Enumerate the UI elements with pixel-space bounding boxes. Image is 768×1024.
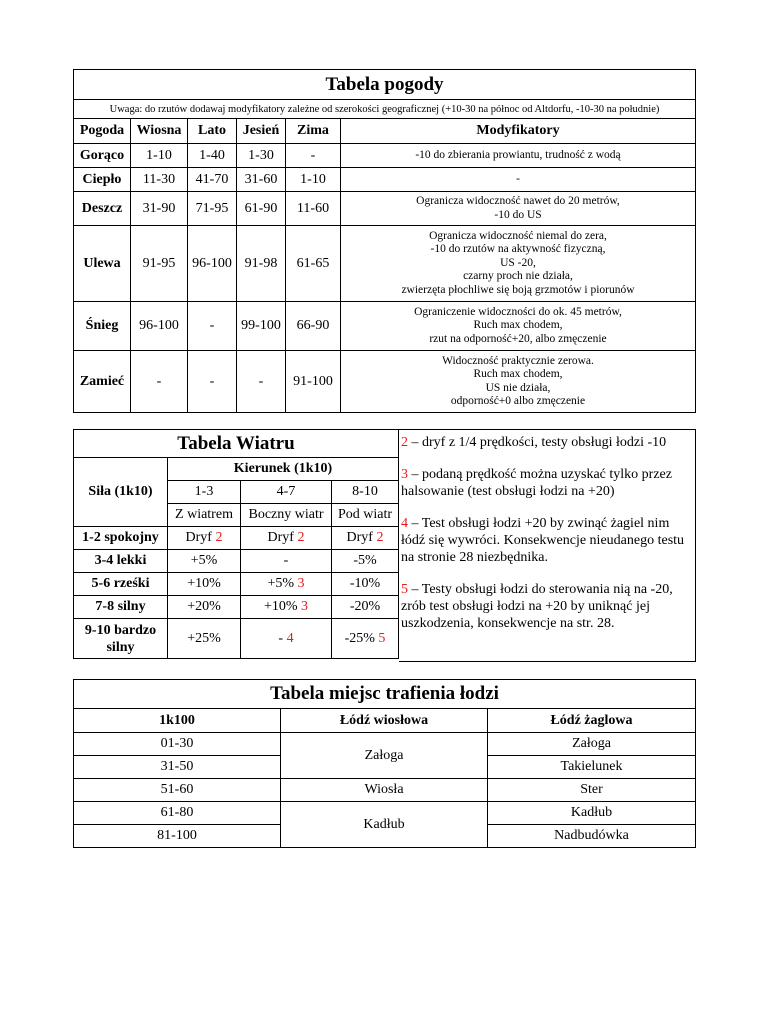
- weather-modifiers: [341, 192, 696, 226]
- modifier-line: -10 do US: [494, 208, 542, 221]
- modifier-line: Ruch max chodem,: [473, 319, 563, 332]
- table-row: [74, 596, 399, 619]
- header-weather: Pogoda: [74, 119, 131, 144]
- direction-range: 4-7: [241, 481, 332, 504]
- footnote: [401, 581, 691, 632]
- wind-value: +5%: [190, 553, 218, 568]
- footnote-ref: 2: [215, 530, 223, 545]
- sailing-location: Kadłub: [488, 802, 696, 825]
- wind-value: +5%: [267, 576, 295, 591]
- footnote-text: – podaną prędkość można uzyskać tylko przez halsowanie (test obsługi łodzi na +20): [401, 467, 672, 499]
- wind-value: -: [283, 553, 289, 568]
- rowing-location: Załoga: [281, 733, 488, 779]
- weather-name: Gorąco: [74, 144, 131, 168]
- weather-name: Zamieć: [74, 351, 131, 413]
- footnote-text: – dryf z 1/4 prędkości, testy obsługi łodzi -10: [408, 435, 667, 450]
- sailing-location: Ster: [488, 779, 696, 802]
- table-row: [74, 573, 399, 596]
- table-row: [74, 226, 696, 302]
- weather-winter: 11-60: [286, 192, 341, 226]
- modifier-line: czarny proch nie działa,: [463, 270, 573, 283]
- table-row: [74, 779, 696, 802]
- modifier-line: rzut na odporność+20, albo zmęczenie: [429, 332, 607, 345]
- weather-name: Ciepło: [74, 168, 131, 192]
- footnote-ref: 4: [286, 630, 294, 646]
- weather-summer: 96-100: [188, 226, 237, 302]
- weather-autumn: 99-100: [237, 302, 286, 351]
- wind-cell: [332, 527, 399, 550]
- wind-strength: 9-10 bardzo silny: [74, 619, 168, 659]
- table-row: [74, 302, 696, 351]
- roll-range: 61-80: [74, 802, 281, 825]
- footnote: [401, 515, 691, 566]
- table-row: [74, 527, 399, 550]
- wind-value: -20%: [349, 599, 381, 614]
- hit-title: Tabela miejsc trafienia łodzi: [74, 680, 696, 709]
- sailing-location: Takielunek: [488, 756, 696, 779]
- direction-label: Boczny wiatr: [241, 504, 332, 527]
- weather-modifiers: [341, 168, 696, 192]
- hit-table: [73, 679, 696, 848]
- wind-value: +25%: [187, 630, 221, 646]
- weather-winter: -: [286, 144, 341, 168]
- modifier-line: Ogranicza widoczność nawet do 20 metrów,: [416, 195, 620, 207]
- wind-strength: 5-6 rześki: [74, 573, 168, 596]
- header-spring: Wiosna: [131, 119, 188, 144]
- modifier-line: -10 do rzutów na aktywność fizyczną,: [430, 243, 606, 256]
- weather-spring: 96-100: [131, 302, 188, 351]
- weather-modifiers: [341, 144, 696, 168]
- wind-value: Dryf: [267, 530, 294, 545]
- weather-table: [73, 69, 696, 413]
- wind-footnotes: [399, 429, 696, 662]
- weather-modifiers: [341, 226, 696, 302]
- roll-range: 01-30: [74, 733, 281, 756]
- weather-summer: -: [188, 302, 237, 351]
- footnote-text: – Test obsługi łodzi +20 by zwinąć żagiel nim łódź się wywróci. Konsekwencje nieudanego testu na stronie 28 niezbędnika.: [401, 516, 685, 565]
- wind-value: -10%: [349, 576, 381, 591]
- wind-cell: [332, 550, 399, 573]
- table-row: [74, 351, 696, 413]
- wind-table: [73, 429, 399, 659]
- weather-autumn: -: [237, 351, 286, 413]
- weather-winter: 91-100: [286, 351, 341, 413]
- table-row: [74, 619, 399, 659]
- footnote-number: 4: [401, 516, 408, 531]
- footnote-ref: 3: [297, 576, 305, 591]
- weather-winter: 1-10: [286, 168, 341, 192]
- wind-value: +10%: [263, 599, 298, 614]
- wind-cell: [332, 596, 399, 619]
- weather-autumn: 91-98: [237, 226, 286, 302]
- wind-value: Dryf: [346, 530, 373, 545]
- wind-value: -5%: [353, 553, 377, 568]
- header-modifiers: Modyfikatory: [341, 119, 696, 144]
- weather-spring: -: [131, 351, 188, 413]
- table-row: [74, 168, 696, 192]
- direction-label: Pod wiatr: [332, 504, 399, 527]
- footnote-ref: 2: [297, 530, 305, 545]
- wind-value: +20%: [187, 599, 221, 614]
- weather-note: Uwaga: do rzutów dodawaj modyfikatory zależne od szerokości geograficznej (+10-30 na północ od Altdorfu, -10-30 na południe): [74, 100, 696, 119]
- weather-spring: 31-90: [131, 192, 188, 226]
- wind-cell: [332, 573, 399, 596]
- table-row: [74, 192, 696, 226]
- weather-winter: 61-65: [286, 226, 341, 302]
- weather-name: Śnieg: [74, 302, 131, 351]
- rowing-location: Wiosła: [281, 779, 488, 802]
- modifier-line: -: [516, 172, 520, 185]
- wind-strength: 1-2 spokojny: [74, 527, 168, 550]
- wind-cell: [241, 527, 332, 550]
- wind-value: +10%: [187, 576, 221, 591]
- modifier-line: US nie działa,: [485, 381, 551, 394]
- table-row: [74, 550, 399, 573]
- modifier-line: odporność+0 albo zmęczenie: [450, 395, 586, 407]
- roll-range: 31-50: [74, 756, 281, 779]
- footnote-ref: 5: [378, 630, 386, 646]
- modifier-line: US -20,: [500, 256, 536, 269]
- weather-summer: 1-40: [188, 144, 237, 168]
- weather-spring: 1-10: [131, 144, 188, 168]
- weather-summer: -: [188, 351, 237, 413]
- wind-value: -: [278, 630, 284, 646]
- weather-modifiers: [341, 351, 696, 413]
- wind-strength-header: Siła (1k10): [74, 458, 168, 527]
- modifier-line: -10 do zbierania prowiantu, trudność z wodą: [415, 148, 621, 161]
- wind-cell: [241, 573, 332, 596]
- weather-winter: 66-90: [286, 302, 341, 351]
- footnote-ref: 2: [376, 530, 384, 545]
- modifier-line: Widoczność praktycznie zerowa.: [442, 354, 594, 367]
- roll-range: 81-100: [74, 825, 281, 848]
- direction-label: Z wiatrem: [168, 504, 241, 527]
- weather-title: Tabela pogody: [74, 70, 696, 100]
- wind-direction-header: Kierunek (1k10): [168, 458, 399, 481]
- weather-autumn: 61-90: [237, 192, 286, 226]
- wind-cell: [241, 596, 332, 619]
- direction-range: 8-10: [332, 481, 399, 504]
- wind-title: Tabela Wiatru: [74, 430, 399, 458]
- table-row: [74, 733, 696, 756]
- weather-summer: 41-70: [188, 168, 237, 192]
- modifier-line: Ograniczenie widoczności do ok. 45 metrów,: [414, 305, 622, 318]
- footnote: [401, 466, 691, 500]
- header-winter: Zima: [286, 119, 341, 144]
- weather-name: Deszcz: [74, 192, 131, 226]
- header-rowing-boat: Łódź wiosłowa: [281, 709, 488, 733]
- modifier-line: Ruch max chodem,: [473, 368, 563, 380]
- weather-autumn: 1-30: [237, 144, 286, 168]
- roll-range: 51-60: [74, 779, 281, 802]
- table-row: [74, 802, 696, 825]
- footnote-ref: 3: [301, 599, 309, 614]
- weather-spring: 11-30: [131, 168, 188, 192]
- wind-cell: [168, 527, 241, 550]
- modifier-line: Ogranicza widoczność niemal do zera,: [429, 229, 607, 242]
- wind-cell: [168, 550, 241, 573]
- weather-modifiers: [341, 302, 696, 351]
- wind-cell: [241, 550, 332, 573]
- wind-cell: [168, 596, 241, 619]
- direction-range: 1-3: [168, 481, 241, 504]
- table-row: [74, 144, 696, 168]
- footnote-number: 5: [401, 582, 408, 597]
- weather-autumn: 31-60: [237, 168, 286, 192]
- weather-spring: 91-95: [131, 226, 188, 302]
- footnote-number: 3: [401, 467, 408, 482]
- header-sailing-boat: Łódź żaglowa: [488, 709, 696, 733]
- header-roll: 1k100: [74, 709, 281, 733]
- sailing-location: Nadbudówka: [488, 825, 696, 848]
- wind-value: Dryf: [185, 530, 212, 545]
- header-autumn: Jesień: [237, 119, 286, 144]
- footnote: [401, 434, 691, 451]
- sailing-location: Załoga: [488, 733, 696, 756]
- wind-cell: [332, 619, 399, 659]
- wind-cell: [168, 573, 241, 596]
- weather-name: Ulewa: [74, 226, 131, 302]
- wind-value: -25%: [344, 630, 375, 646]
- rowing-location: Kadłub: [281, 802, 488, 848]
- wind-strength: 7-8 silny: [74, 596, 168, 619]
- wind-cell: [241, 619, 332, 659]
- modifier-line: zwierzęta płochliwe się boją grzmotów i piorunów: [401, 283, 635, 296]
- wind-strength: 3-4 lekki: [74, 550, 168, 573]
- wind-cell: [168, 619, 241, 659]
- weather-summer: 71-95: [188, 192, 237, 226]
- header-summer: Lato: [188, 119, 237, 144]
- footnote-text: – Testy obsługi łodzi do sterowania nią na -20, zrób test obsługi łodzi na +20 by uniknąć jej uszkodzenia, konsekwencje na str. 28.: [401, 582, 673, 631]
- footnote-number: 2: [401, 435, 408, 450]
